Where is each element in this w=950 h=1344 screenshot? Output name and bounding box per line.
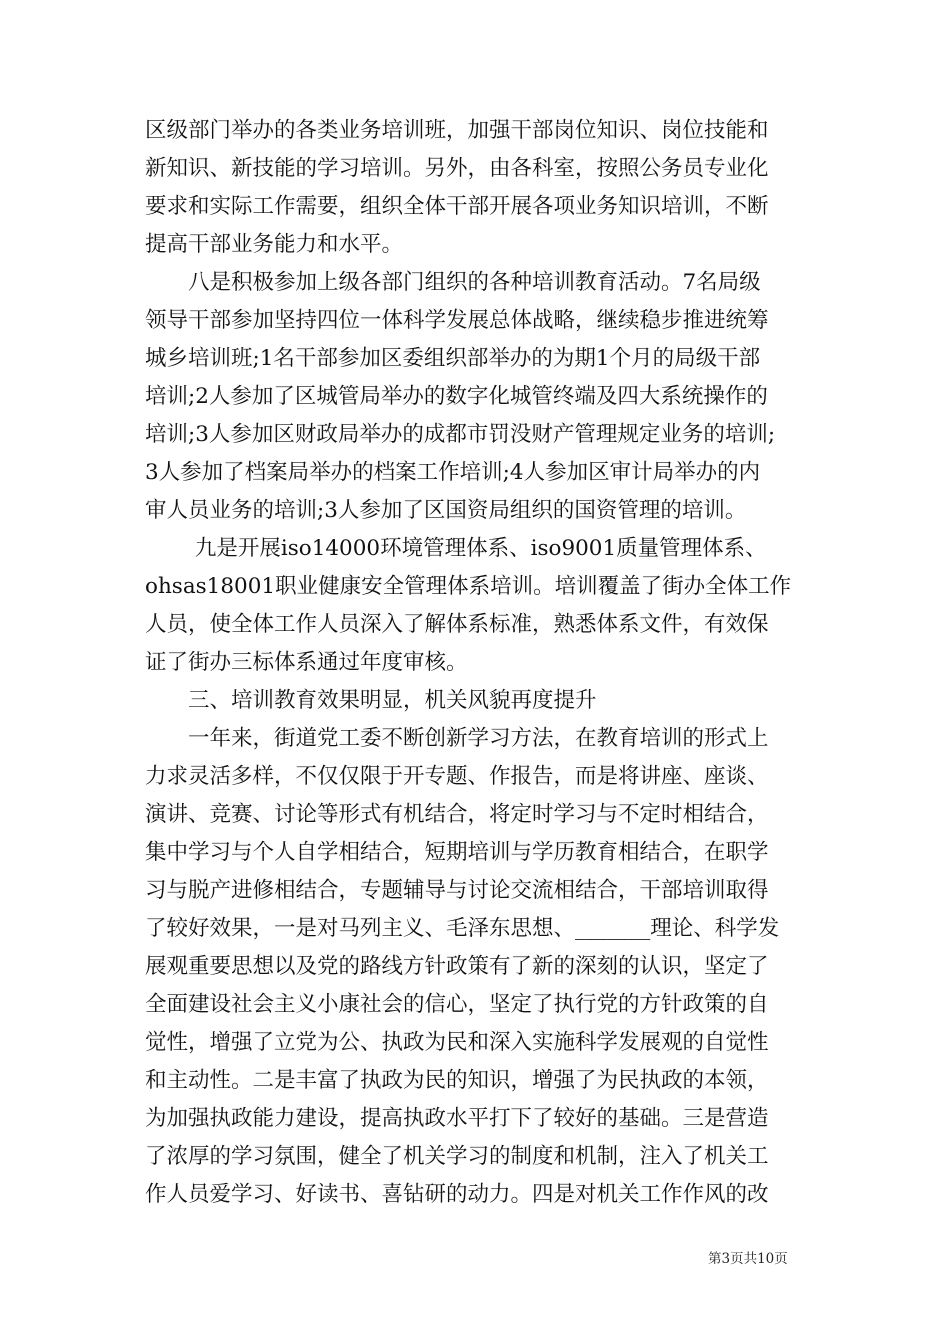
text-line: 了较好效果，一是对马列主义、毛泽东思想、_______理论、科学发 — [145, 916, 780, 941]
text-line: 集中学习与个人自学相结合，短期培训与学历教育相结合，在职学 — [145, 840, 769, 865]
text-line: 作人员爱学习、好读书、喜钻研的动力。四是对机关工作作风的改 — [145, 1182, 769, 1207]
text-line: 领导干部参加坚持四位一体科学发展总体战略，继续稳步推进统筹 — [145, 308, 769, 333]
text-line: 要求和实际工作需要，组织全体干部开展各项业务知识培训，不断 — [145, 194, 769, 219]
text-line: 了浓厚的学习氛围，健全了机关学习的制度和机制，注入了机关工 — [145, 1144, 769, 1169]
text-line: 新知识、新技能的学习培训。另外，由各科室，按照公务员专业化 — [145, 156, 769, 181]
text-line: 九是开展iso14000环境管理体系、iso9001质量管理体系、 — [145, 536, 767, 561]
text-line: 觉性，增强了立党为公、执政为民和深入实施科学发展观的自觉性 — [145, 1030, 769, 1055]
text-line: 证了街办三标体系通过年度审核。 — [145, 650, 468, 675]
text-line: 演讲、竞赛、讨论等形式有机结合，将定时学习与不定时相结合， — [145, 802, 769, 827]
text-line: 和主动性。二是丰富了执政为民的知识，增强了为民执政的本领， — [145, 1068, 769, 1093]
text-line: 培训;2人参加了区城管局举办的数字化城管终端及四大系统操作的 — [145, 384, 768, 409]
text-line: 全面建设社会主义小康社会的信心，坚定了执行党的方针政策的自 — [145, 992, 769, 1017]
text-line: 区级部门举办的各类业务培训班，加强干部岗位知识、岗位技能和 — [145, 118, 769, 143]
text-line: 力求灵活多样，不仅仅限于开专题、作报告，而是将讲座、座谈、 — [145, 764, 769, 789]
text-line: 八是积极参加上级各部门组织的各种培训教育活动。7名局级 — [145, 270, 761, 295]
text-line: 提高干部业务能力和水平。 — [145, 232, 404, 257]
text-line: 人员，使全体工作人员深入了解体系标准，熟悉体系文件，有效保 — [145, 612, 769, 637]
page-number: 第3页共10页 — [708, 1251, 788, 1267]
text-line: 展观重要思想以及党的路线方针政策有了新的深刻的认识，坚定了 — [145, 954, 769, 979]
text-line: 培训;3人参加区财政局举办的成都市罚没财产管理规定业务的培训; — [145, 422, 776, 447]
text-line: 审人员业务的培训;3人参加了区国资局组织的国资管理的培训。 — [145, 498, 747, 523]
text-line: 3人参加了档案局举办的档案工作培训;4人参加区审计局举办的内 — [145, 460, 761, 485]
text-line: 城乡培训班;1名干部参加区委组织部举办的为期1个月的局级干部 — [145, 346, 761, 371]
section-heading: 三、培训教育效果明显，机关风貌再度提升 — [145, 688, 597, 713]
text-line: 一年来，街道党工委不断创新学习方法，在教育培训的形式上 — [145, 726, 769, 751]
text-line: 为加强执政能力建设，提高执政水平打下了较好的基础。三是营造 — [145, 1106, 769, 1131]
text-line: ohsas18001职业健康安全管理体系培训。培训覆盖了街办全体工作 — [145, 574, 792, 599]
text-line: 习与脱产进修相结合，专题辅导与讨论交流相结合，干部培训取得 — [145, 878, 769, 903]
body-text — [145, 112, 810, 1214]
